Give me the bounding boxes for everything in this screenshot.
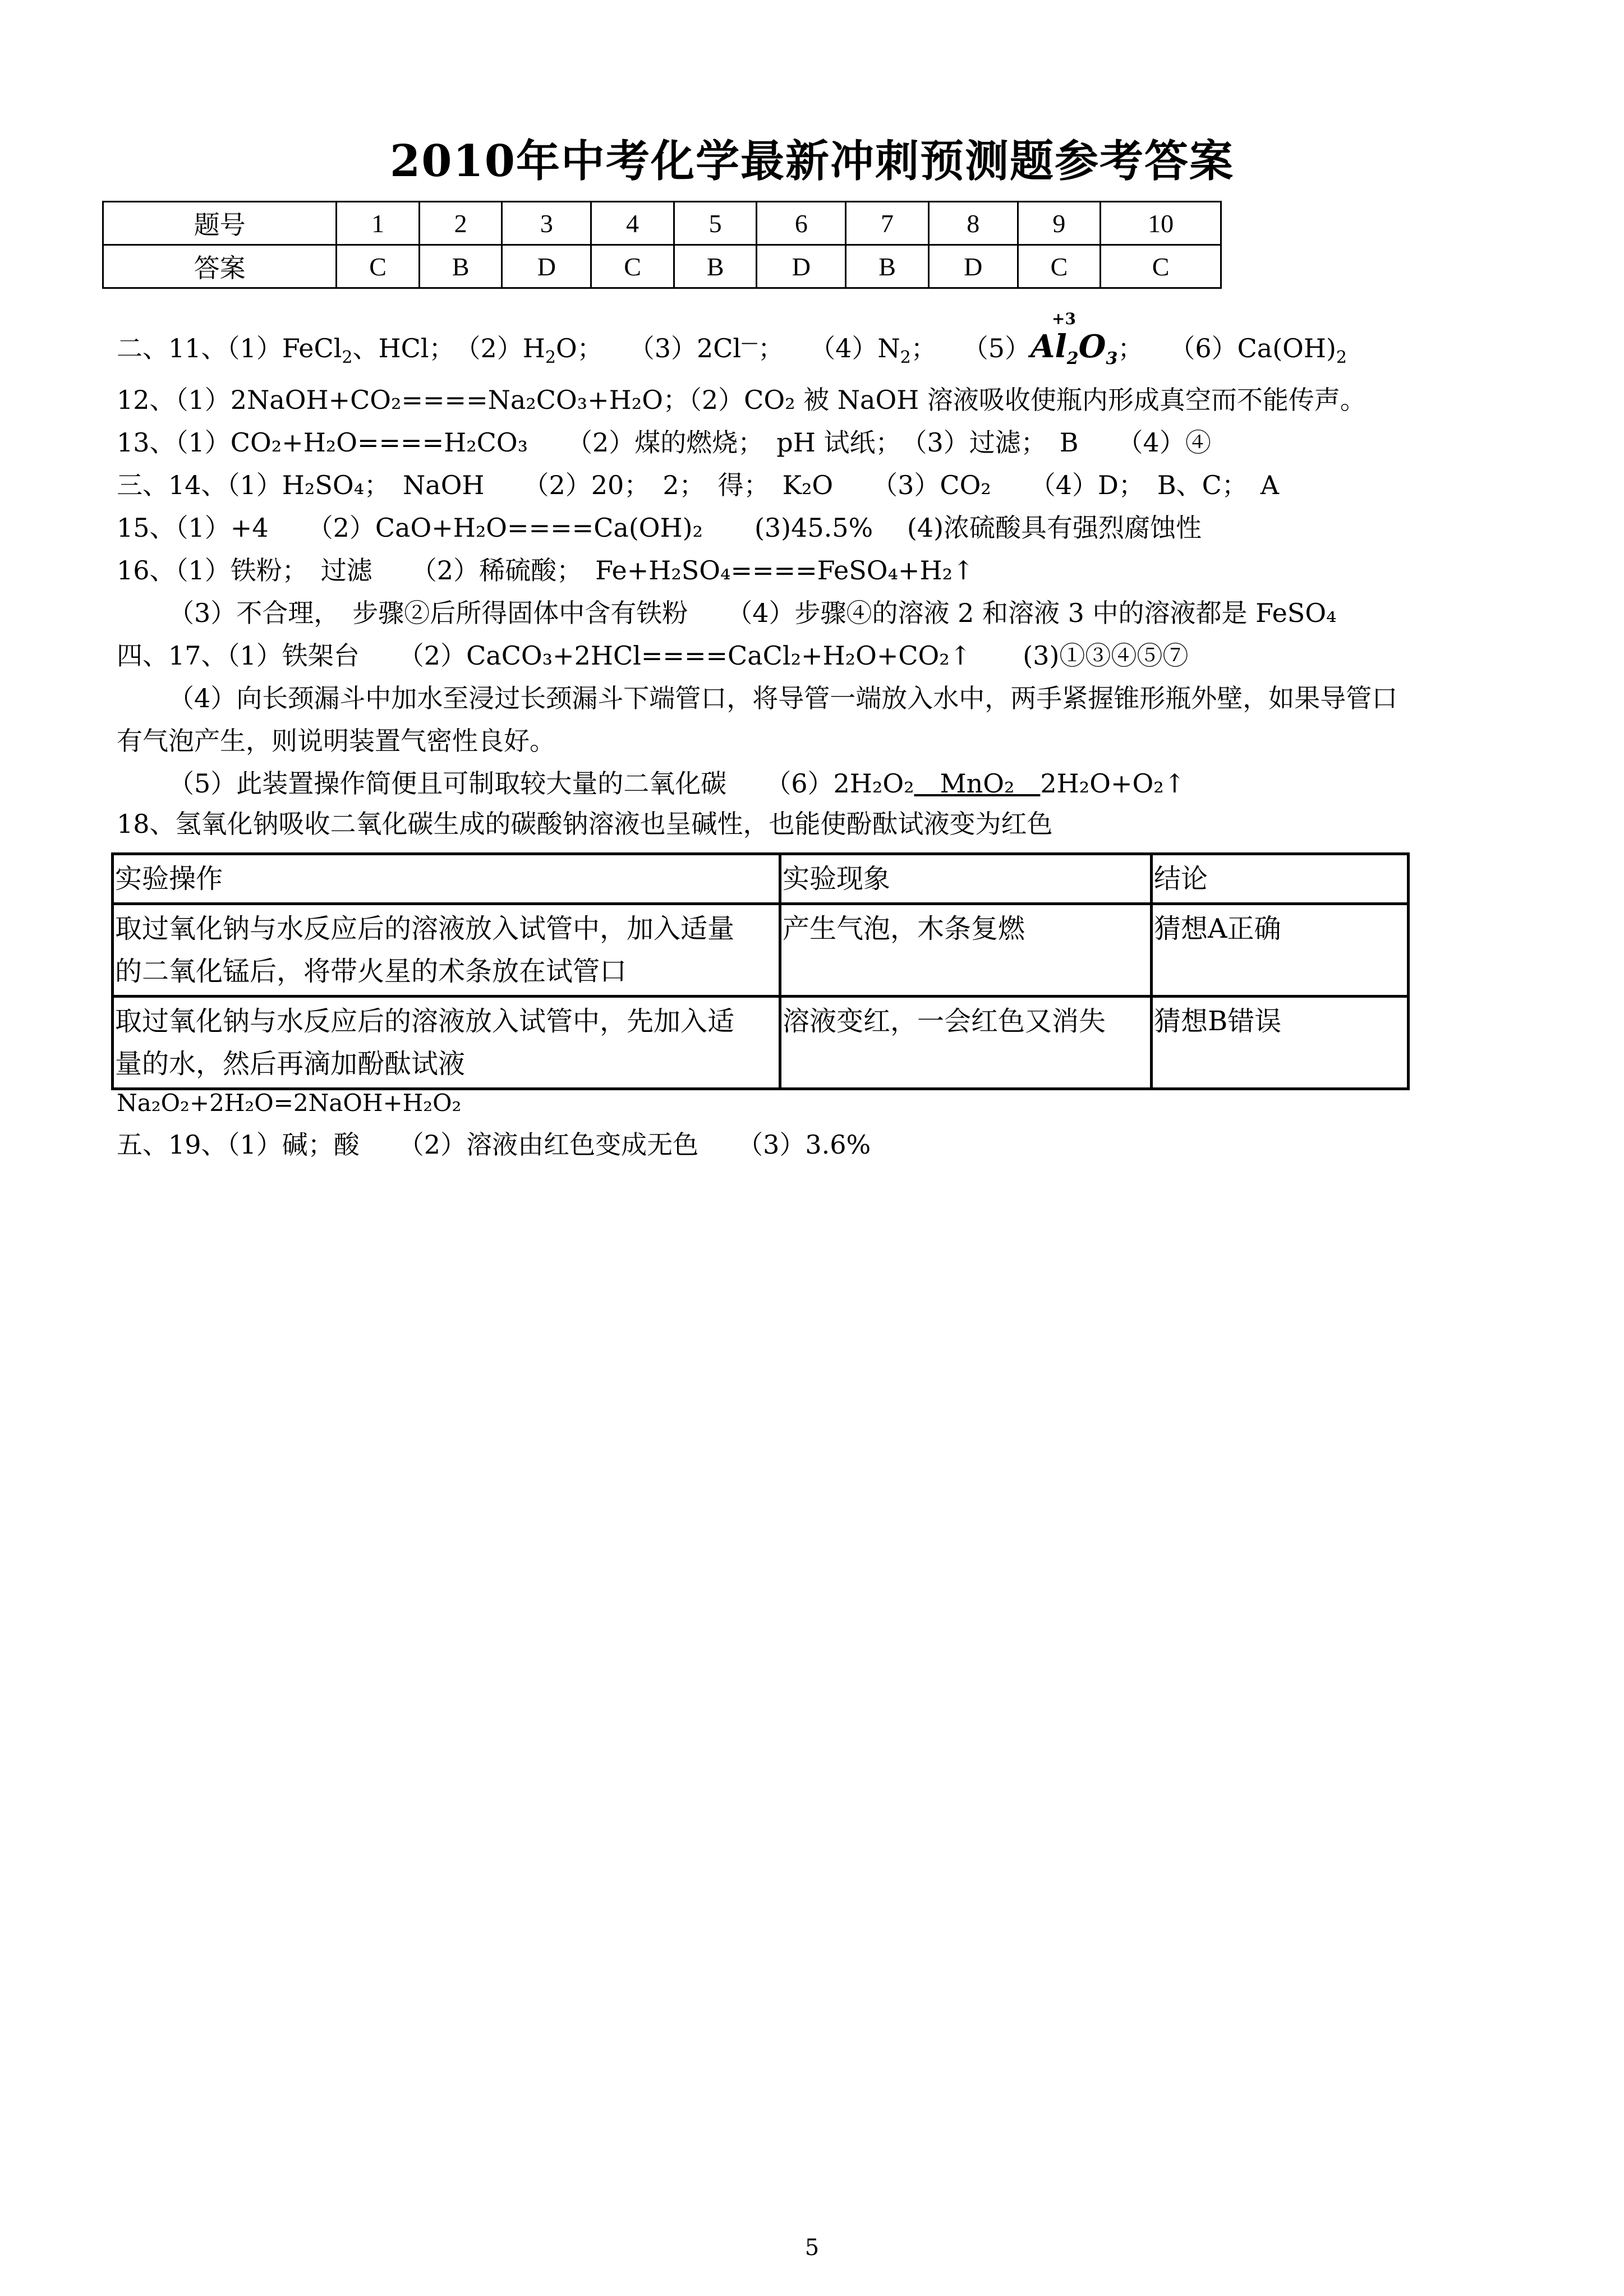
answer-q16-part2: （3）不合理， 步骤②后所得固体中含有铁粉 （4）步骤④的溶液 2 和溶液 3 中的溶液都是 FeSO₄	[168, 598, 1337, 628]
answer-text: （5）	[975, 333, 1031, 363]
table-cell: 产生气泡，木条复燃	[780, 904, 1152, 997]
answer-text: （6）Ca(OH)	[1182, 333, 1336, 363]
table-header-cell: 实验现象	[780, 854, 1152, 904]
answer-q19: 五、19、（1）碱；酸 （2）溶液由红色变成无色 （3）3.6%	[117, 1129, 871, 1160]
table-row	[103, 245, 1221, 288]
subscript: 2	[1336, 348, 1347, 368]
subscript: 2	[545, 348, 556, 368]
answer-text: （1）FeCl	[227, 333, 342, 363]
table-cell: 猜想B错误	[1152, 997, 1409, 1089]
answer-equation: Na₂O₂+2H₂O=2NaOH+H₂O₂	[117, 1089, 462, 1117]
answer-q18: 18、氢氧化钠吸收二氧化碳生成的碳酸钠溶液也呈碱性，也能使酚酞试液变为红色	[117, 809, 1053, 839]
answer-text: （4）N	[822, 333, 900, 363]
table-row	[113, 997, 1409, 1089]
table-cell	[113, 997, 780, 1089]
answer-q13: 13、（1）CO₂+H₂O====H₂CO₃ （2）煤的燃烧； pH 试纸； （3）过滤； B （4）④	[117, 427, 1211, 458]
cell-text: 量的水，然后再滴加酚酞试液	[115, 1048, 466, 1080]
table-cell: B	[674, 245, 757, 288]
answer-q16-part1: 16、（1）铁粉； 过滤 （2）稀硫酸； Fe+H₂SO₄====FeSO₄+H₂↑	[117, 555, 974, 585]
answer-text: ；	[910, 333, 924, 363]
table-cell: 1	[337, 202, 420, 245]
table-cell: D	[757, 245, 846, 288]
cell-text: 的二氧化锰后，将带火星的术条放在试管口	[115, 956, 627, 987]
table-header-cell: 结论	[1152, 854, 1409, 904]
table-cell: C	[1018, 245, 1101, 288]
table-cell: B	[419, 245, 502, 288]
catalyst-label: MnO₂	[914, 768, 1041, 799]
answer-text: （3）2Cl	[641, 333, 742, 363]
table-cell	[113, 904, 780, 997]
table-row	[113, 854, 1409, 904]
table-row	[113, 904, 1409, 997]
table-cell: 6	[757, 202, 846, 245]
answer-text: ；	[758, 333, 771, 363]
table-header-cell: 答案	[103, 245, 337, 288]
answer-q17-part1: 四、17、（1）铁架台 （2）CaCO₃+2HCl====CaCl₂+H₂O+CO₂↑ (3)①③④⑤⑦	[117, 640, 1189, 671]
answer-q17-part2: （4）向长颈漏斗中加水至浸过长颈漏斗下端管口，将导管一端放入水中，两手紧握锥形瓶外壁，如果导管口	[168, 683, 1398, 713]
answer-text: （2）H	[467, 333, 545, 363]
subscript: 3	[1106, 349, 1118, 369]
answer-q17-part4	[168, 768, 1186, 799]
table-row	[103, 202, 1221, 245]
table-cell: 2	[419, 202, 502, 245]
answer-q12: 12、（1）2NaOH+CO₂====Na₂CO₃+H₂O；（2）CO₂ 被 NaOH 溶液吸收使瓶内形成真空而不能传声。	[117, 385, 1366, 415]
subscript: 2	[1066, 349, 1079, 369]
table-cell: D	[928, 245, 1018, 288]
cell-text: 取过氧化钠与水反应后的溶液放入试管中，加入适量	[115, 913, 735, 944]
table-cell: 9	[1018, 202, 1101, 245]
table-cell: 10	[1101, 202, 1221, 245]
table-cell: 溶液变红，一会红色又消失	[780, 997, 1152, 1089]
element-symbol: Al	[1030, 328, 1067, 365]
answer-text: ；	[1117, 333, 1131, 363]
aluminum-oxide-formula	[1030, 310, 1118, 369]
table-cell: 5	[674, 202, 757, 245]
table-header-cell: 题号	[103, 202, 337, 245]
answer-q17-part3: 有气泡产生，则说明装置气密性良好。	[117, 726, 555, 756]
table-cell: 猜想A正确	[1152, 904, 1409, 997]
answer-text: 、HCl；	[352, 333, 442, 363]
answer-text: （5）此装置操作简便且可制取较大量的二氧化碳 （6）2H₂O₂	[168, 768, 914, 799]
experiment-table	[111, 852, 1410, 1090]
table-cell: 8	[928, 202, 1018, 245]
answer-text: 2H₂O+O₂↑	[1040, 768, 1186, 799]
subscript: 2	[900, 348, 911, 368]
element-symbol: O	[1078, 328, 1106, 365]
answer-q15: 15、（1）+4 （2）CaO+H₂O====Ca(OH)₂ (3)45.5% (4)浓硫酸具有强烈腐蚀性	[117, 513, 1202, 543]
table-cell: 3	[502, 202, 591, 245]
answer-key-table	[102, 201, 1222, 289]
table-cell: 7	[846, 202, 929, 245]
cell-text: 取过氧化钠与水反应后的溶液放入试管中，先加入适	[115, 1006, 735, 1037]
subscript: 2	[342, 348, 353, 368]
page-title: 2010年中考化学最新冲刺预测题参考答案	[389, 136, 1235, 187]
page-number: 5	[804, 2235, 820, 2261]
table-header-cell: 实验操作	[113, 854, 780, 904]
answer-q14: 三、14、（1）H₂SO₄； NaOH （2）20； 2； 得； K₂O （3）CO₂ （4）D； B、C； A	[117, 470, 1280, 500]
table-cell: B	[846, 245, 929, 288]
table-cell: D	[502, 245, 591, 288]
valence-mark: +3	[1052, 310, 1076, 328]
answer-text: O；	[555, 333, 590, 363]
table-cell: C	[337, 245, 420, 288]
table-cell: C	[1101, 245, 1221, 288]
question-number: 二、11、	[117, 333, 227, 363]
answer-q11	[117, 310, 1347, 369]
table-cell: C	[591, 245, 674, 288]
superscript: —	[741, 333, 758, 353]
table-cell: 4	[591, 202, 674, 245]
